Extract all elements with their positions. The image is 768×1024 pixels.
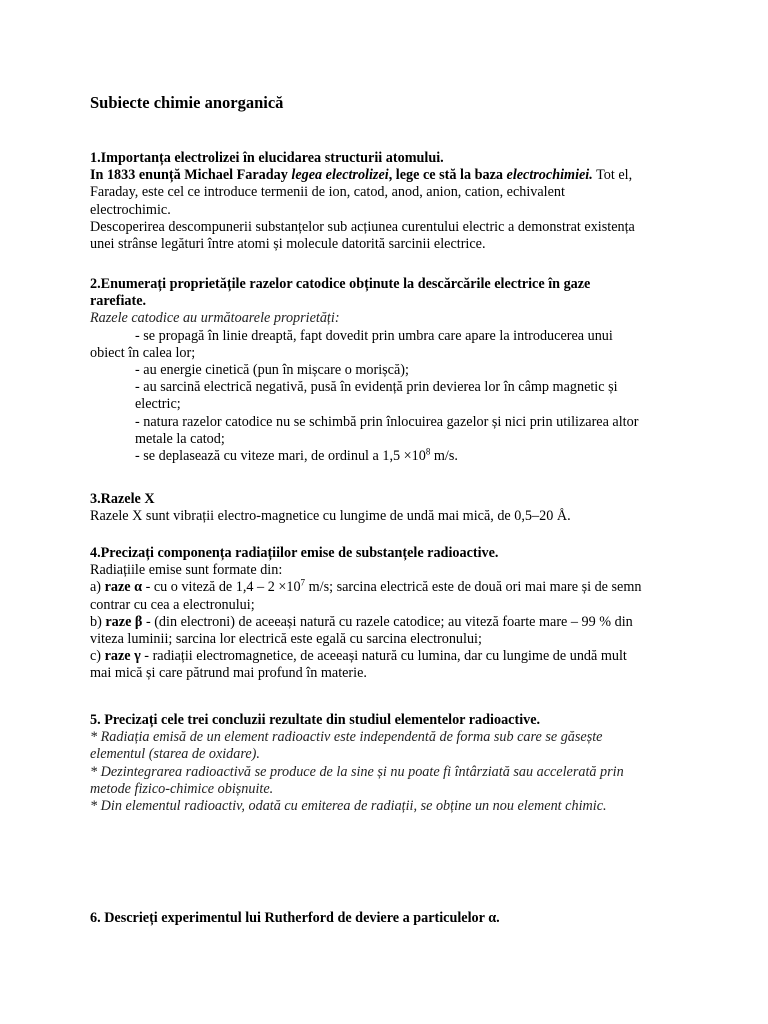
section-2-item-3a: - au sarcină electrică negativă, pusă în evidență prin devierea lor în câmp magnetic și (135, 379, 618, 396)
section-4-item-a-exponent: 7 (300, 577, 306, 588)
section-2-item-4b: metale la catod; (135, 430, 225, 447)
section-1 (90, 150, 690, 253)
section-3 (90, 491, 690, 525)
section-2-intro: Razele catodice au următoarele proprietăți: (90, 310, 340, 327)
section-3-text: Razele X sunt vibrații electro-magnetice cu lungime de undă mai mică, de 0,5–20 Å. (90, 508, 571, 525)
section-2-heading-1: 2.Enumerați proprietățile razelor catodice obținute la descărcările electrice în gaze (90, 276, 591, 292)
section-1-line-5: unei strânse legături între atomi și molecule datorită sarcinii electrice. (90, 236, 486, 253)
section-4-item-a-text-2: m/s; sarcina electrică este de două ori mai mare și de semn (305, 579, 642, 596)
section-1-line-4: Descoperirea descompunerii substanțelor sub acțiunea curentului electric a demonstrat existența (90, 218, 635, 235)
section-1-line-3: electrochimic. (90, 201, 171, 218)
section-1-line-1a: In 1833 enunță Michael Faraday (90, 167, 292, 184)
section-4-item-a-text: - cu o viteză de 1,4 – 2 ×10 (142, 579, 301, 596)
section-5-conclusion-1a: * Radiația emisă de un element radioactiv este independentă de forma sub care se găsește (90, 729, 603, 746)
section-2-item-1a: - se propagă în linie dreaptă, fapt dovedit prin umbra care apare la introducerea unui (135, 327, 613, 344)
section-4-item-b-text: - (din electroni) de aceeași natură cu razele catodice; au viteză foarte mare – 99 % din (142, 613, 633, 630)
section-1-line-1c: , lege ce stă la baza (388, 167, 507, 184)
section-2-item-3b: electric; (135, 396, 181, 413)
section-5-conclusion-3: * Din elementul radioactiv, odată cu emiterea de radiații, se obține un nou element chimic. (90, 798, 607, 815)
section-1-line-2: Faraday, este cel ce introduce termenii de ion, catod, anod, anion, cation, echivalent (90, 184, 565, 201)
section-4-heading: 4.Precizați componența radiațiilor emise de substanțele radioactive. (90, 545, 499, 561)
section-4-gamma-rays: raze γ (104, 648, 141, 665)
section-2-item-2: - au energie cinetică (pun în mișcare o morișcă); (135, 362, 409, 379)
section-2-item-4a: - natura razelor catodice nu se schimbă prin înlocuirea gazelor și nici prin utilizarea altor (135, 413, 639, 430)
section-4-beta-rays: raze β (105, 613, 143, 630)
section-4-item-a-prefix: a) (90, 579, 105, 596)
section-5-heading: 5. Precizați cele trei concluzii rezultate din studiul elementelor radioactive. (90, 712, 541, 728)
section-1-heading: 1.Importanța electrolizei în elucidarea structurii atomului. (90, 150, 444, 166)
section-4-item-c-line-2: mai mică și care pătrund mai profund în materie. (90, 665, 367, 682)
section-2-item-1b: obiect în calea lor; (90, 344, 196, 361)
section-4-item-c (90, 648, 690, 665)
section-2-item-5-exponent: 8 (425, 446, 431, 457)
section-4-item-b-line-2: viteza luminii; sarcina lor electrică este egală cu sarcina electronului; (90, 631, 482, 648)
section-2-item-5 (90, 448, 690, 465)
section-4-item-c-prefix: c) (90, 648, 105, 665)
section-4-item-a-line-2: contrar cu cea a electronului; (90, 596, 255, 613)
section-1-line-1 (90, 167, 690, 184)
section-6-heading: 6. Descrieți experimentul lui Rutherford de deviere a particulelor α. (90, 910, 500, 926)
section-4-intro: Radiațiile emise sunt formate din: (90, 562, 283, 579)
section-2-heading-2: rarefiate. (90, 293, 147, 310)
section-4-alpha-rays: raze α (104, 579, 143, 596)
section-1-term-electrochemistry: electrochimiei. (506, 167, 593, 184)
section-4-item-c-text: - radiații electromagnetice, de aceeași natură cu lumina, dar cu lungime de undă mult (140, 648, 627, 665)
section-2-item-5a: - se deplasează cu viteze mari, de ordinul a 1,5 ×10 (135, 448, 426, 465)
section-4-item-b (90, 614, 690, 631)
section-4 (90, 545, 690, 683)
section-5 (90, 712, 690, 815)
page-title: Subiecte chimie anorganică (90, 93, 284, 112)
section-6 (90, 910, 690, 927)
section-5-conclusion-1b: elementul (starea de oxidare). (90, 746, 260, 763)
section-2 (90, 276, 690, 465)
section-5-conclusion-2b: metode fizico-chimice obișnuite. (90, 780, 274, 797)
section-2-item-5b: m/s. (430, 448, 458, 465)
section-4-item-b-prefix: b) (90, 613, 106, 630)
section-4-item-a (90, 579, 690, 596)
section-1-line-1e: Tot el, (592, 167, 633, 184)
section-1-term-electrolysis: legea electrolizei (291, 167, 389, 184)
section-3-heading: 3.Razele X (90, 491, 155, 507)
section-5-conclusion-2a: * Dezintegrarea radioactivă se produce de la sine și nu poate fi întârziată sau accelerată prin (90, 763, 624, 780)
